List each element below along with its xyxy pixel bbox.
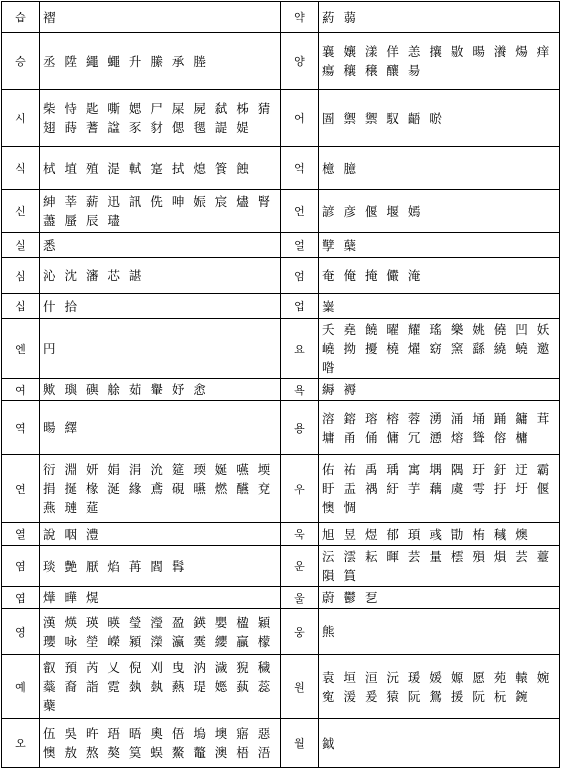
right-hanja-cell: 佑 祐 禹 瑀 寓 堣 隅 玗 釪 迂 霸 盱 盂 禑 紆 芋 藕 虞 雩 扜 圩 偃 懊 惆	[319, 455, 560, 523]
right-hanja-cell: 旭 昱 煜 郁 頊 彧 勖 栯 稶 燠	[319, 523, 560, 546]
right-hanja-cell: 檍 臆	[319, 147, 560, 190]
table-row	[2, 2, 560, 33]
left-hanja-cell: 漢 煐 瑛 暎 瑩 瀅 盈 鍈 嬰 楹 穎 瓔 咏 塋 嶸 潁 濚 瀛 霙 纓 贏 檬	[40, 609, 281, 655]
left-reading-cell: 실	[2, 233, 40, 258]
table-row	[2, 233, 560, 258]
left-hanja-cell: 叡 預 芮 乂 倪 刈 曳 汭 濊 猊 穢 蘂 裔 詣 霓 埶 埶 爇 瑅 嫕 蓺 蕊 蘗	[40, 655, 281, 719]
left-hanja-cell: 円	[40, 319, 281, 379]
left-reading-cell: 엔	[2, 319, 40, 379]
right-hanja-cell: 葯 蒻	[319, 2, 560, 33]
hanja-reading-table	[1, 1, 560, 768]
left-hanja-cell: 燁 曄 熀	[40, 587, 281, 609]
right-reading-cell: 업	[281, 294, 319, 319]
left-reading-cell: 예	[2, 655, 40, 719]
table-row	[2, 379, 560, 401]
right-reading-cell: 원	[281, 655, 319, 719]
table-row	[2, 455, 560, 523]
left-reading-cell: 오	[2, 719, 40, 768]
right-hanja-cell: 沄 澐 耘 暉 芸 量 橒 殞 熉 芸 薹 隕 篔	[319, 546, 560, 587]
right-reading-cell: 언	[281, 190, 319, 233]
right-reading-cell: 요	[281, 319, 319, 379]
table-row	[2, 587, 560, 609]
right-reading-cell: 운	[281, 546, 319, 587]
right-hanja-cell: 夭 堯 饒 曜 耀 瑤 樂 姚 僥 凹 妖 嶢 拗 擾 橈 燿 窈 窯 繇 繞 蟯 邀 喒	[319, 319, 560, 379]
left-reading-cell: 연	[2, 455, 40, 523]
right-hanja-cell: 襄 孃 漾 佯 恙 攘 敭 暘 瀁 煬 痒 瘍 穰 穣 釀 昜	[319, 33, 560, 90]
left-reading-cell: 역	[2, 401, 40, 455]
right-reading-cell: 용	[281, 401, 319, 455]
left-hanja-cell: 暘 繹	[40, 401, 281, 455]
left-hanja-cell: 說 咽 澧	[40, 523, 281, 546]
table-row	[2, 719, 560, 768]
right-reading-cell: 엄	[281, 258, 319, 294]
right-reading-cell: 울	[281, 587, 319, 609]
table-row	[2, 523, 560, 546]
right-reading-cell: 양	[281, 33, 319, 90]
left-hanja-cell: 什 拾	[40, 294, 281, 319]
table-row	[2, 90, 560, 147]
left-reading-cell: 엽	[2, 587, 40, 609]
left-reading-cell: 승	[2, 33, 40, 90]
right-hanja-cell: 嶪	[319, 294, 560, 319]
table-row	[2, 294, 560, 319]
right-hanja-cell: 袁 垣 洹 沅 瑗 媛 嫄 愿 苑 轅 婉 寃 湲 爰 猿 阮 鴛 援 阮 杬 鋺	[319, 655, 560, 719]
left-reading-cell: 십	[2, 294, 40, 319]
left-hanja-cell: 歟 璵 礖 艅 茹 轝 妤 悆	[40, 379, 281, 401]
right-hanja-cell: 熊	[319, 609, 560, 655]
right-reading-cell: 욕	[281, 379, 319, 401]
left-reading-cell: 심	[2, 258, 40, 294]
right-hanja-cell: 溶 鎔 瑢 榕 蓉 湧 涌 埇 踊 鏞 茸 墉 甬 俑 傭 冗 慂 熔 聳 傛 槦	[319, 401, 560, 455]
table-row	[2, 401, 560, 455]
right-hanja-cell: 蔚 鬱 乭	[319, 587, 560, 609]
left-hanja-cell: 柴 恃 匙 嘶 媤 尸 屎 屍 弑 柹 猜 翅 蒔 蓍 諡 豕 豺 偲 毸 諟 媞	[40, 90, 281, 147]
right-reading-cell: 어	[281, 90, 319, 147]
table-row	[2, 655, 560, 719]
left-reading-cell: 염	[2, 546, 40, 587]
left-reading-cell: 식	[2, 147, 40, 190]
right-reading-cell: 웅	[281, 609, 319, 655]
left-hanja-cell: 褶	[40, 2, 281, 33]
left-hanja-cell: 衍 淵 妍 娟 涓 沇 筵 瑌 娫 嚥 堧 捐 挻 椽 涎 緣 鳶 硯 曣 燃 醼 兗 燕 璉 莚	[40, 455, 281, 523]
right-hanja-cell: 鉞	[319, 719, 560, 768]
table-row	[2, 319, 560, 379]
right-reading-cell: 얼	[281, 233, 319, 258]
right-reading-cell: 억	[281, 147, 319, 190]
right-hanja-cell: 縟 褥	[319, 379, 560, 401]
table-row	[2, 546, 560, 587]
left-hanja-cell: 伍 吳 旿 珸 晤 奧 俉 塢 墺 寤 惡 懊 敖 熬 獒 筽 蜈 鰲 鼇 澳 梧 浯	[40, 719, 281, 768]
left-reading-cell: 신	[2, 190, 40, 233]
left-hanja-cell: 丞 陞 繩 蠅 升 縢 承 塍	[40, 33, 281, 90]
left-reading-cell: 여	[2, 379, 40, 401]
left-hanja-cell: 琰 艶 厭 焰 苒 閻 髥	[40, 546, 281, 587]
left-hanja-cell: 紳 莘 薪 迅 訊 侁 呻 娠 宸 燼 腎 藎 蜃 辰 璶	[40, 190, 281, 233]
right-reading-cell: 약	[281, 2, 319, 33]
right-hanja-cell: 奄 俺 掩 儼 淹	[319, 258, 560, 294]
left-reading-cell: 열	[2, 523, 40, 546]
right-hanja-cell: 孼 蘖	[319, 233, 560, 258]
right-hanja-cell: 圄 禦 禦 馭 齬 唹	[319, 90, 560, 147]
right-reading-cell: 욱	[281, 523, 319, 546]
right-hanja-cell: 諺 彦 偃 堰 嫣	[319, 190, 560, 233]
left-reading-cell: 습	[2, 2, 40, 33]
left-hanja-cell: 沁 沈 瀋 芯 諶	[40, 258, 281, 294]
table-row	[2, 258, 560, 294]
left-hanja-cell: 悉	[40, 233, 281, 258]
left-reading-cell: 시	[2, 90, 40, 147]
right-reading-cell: 우	[281, 455, 319, 523]
table-row	[2, 190, 560, 233]
left-hanja-cell: 栻 埴 殖 湜 軾 寔 拭 熄 篒 蝕	[40, 147, 281, 190]
right-reading-cell: 월	[281, 719, 319, 768]
left-reading-cell: 영	[2, 609, 40, 655]
table-row	[2, 33, 560, 90]
table-row	[2, 609, 560, 655]
table-row	[2, 147, 560, 190]
